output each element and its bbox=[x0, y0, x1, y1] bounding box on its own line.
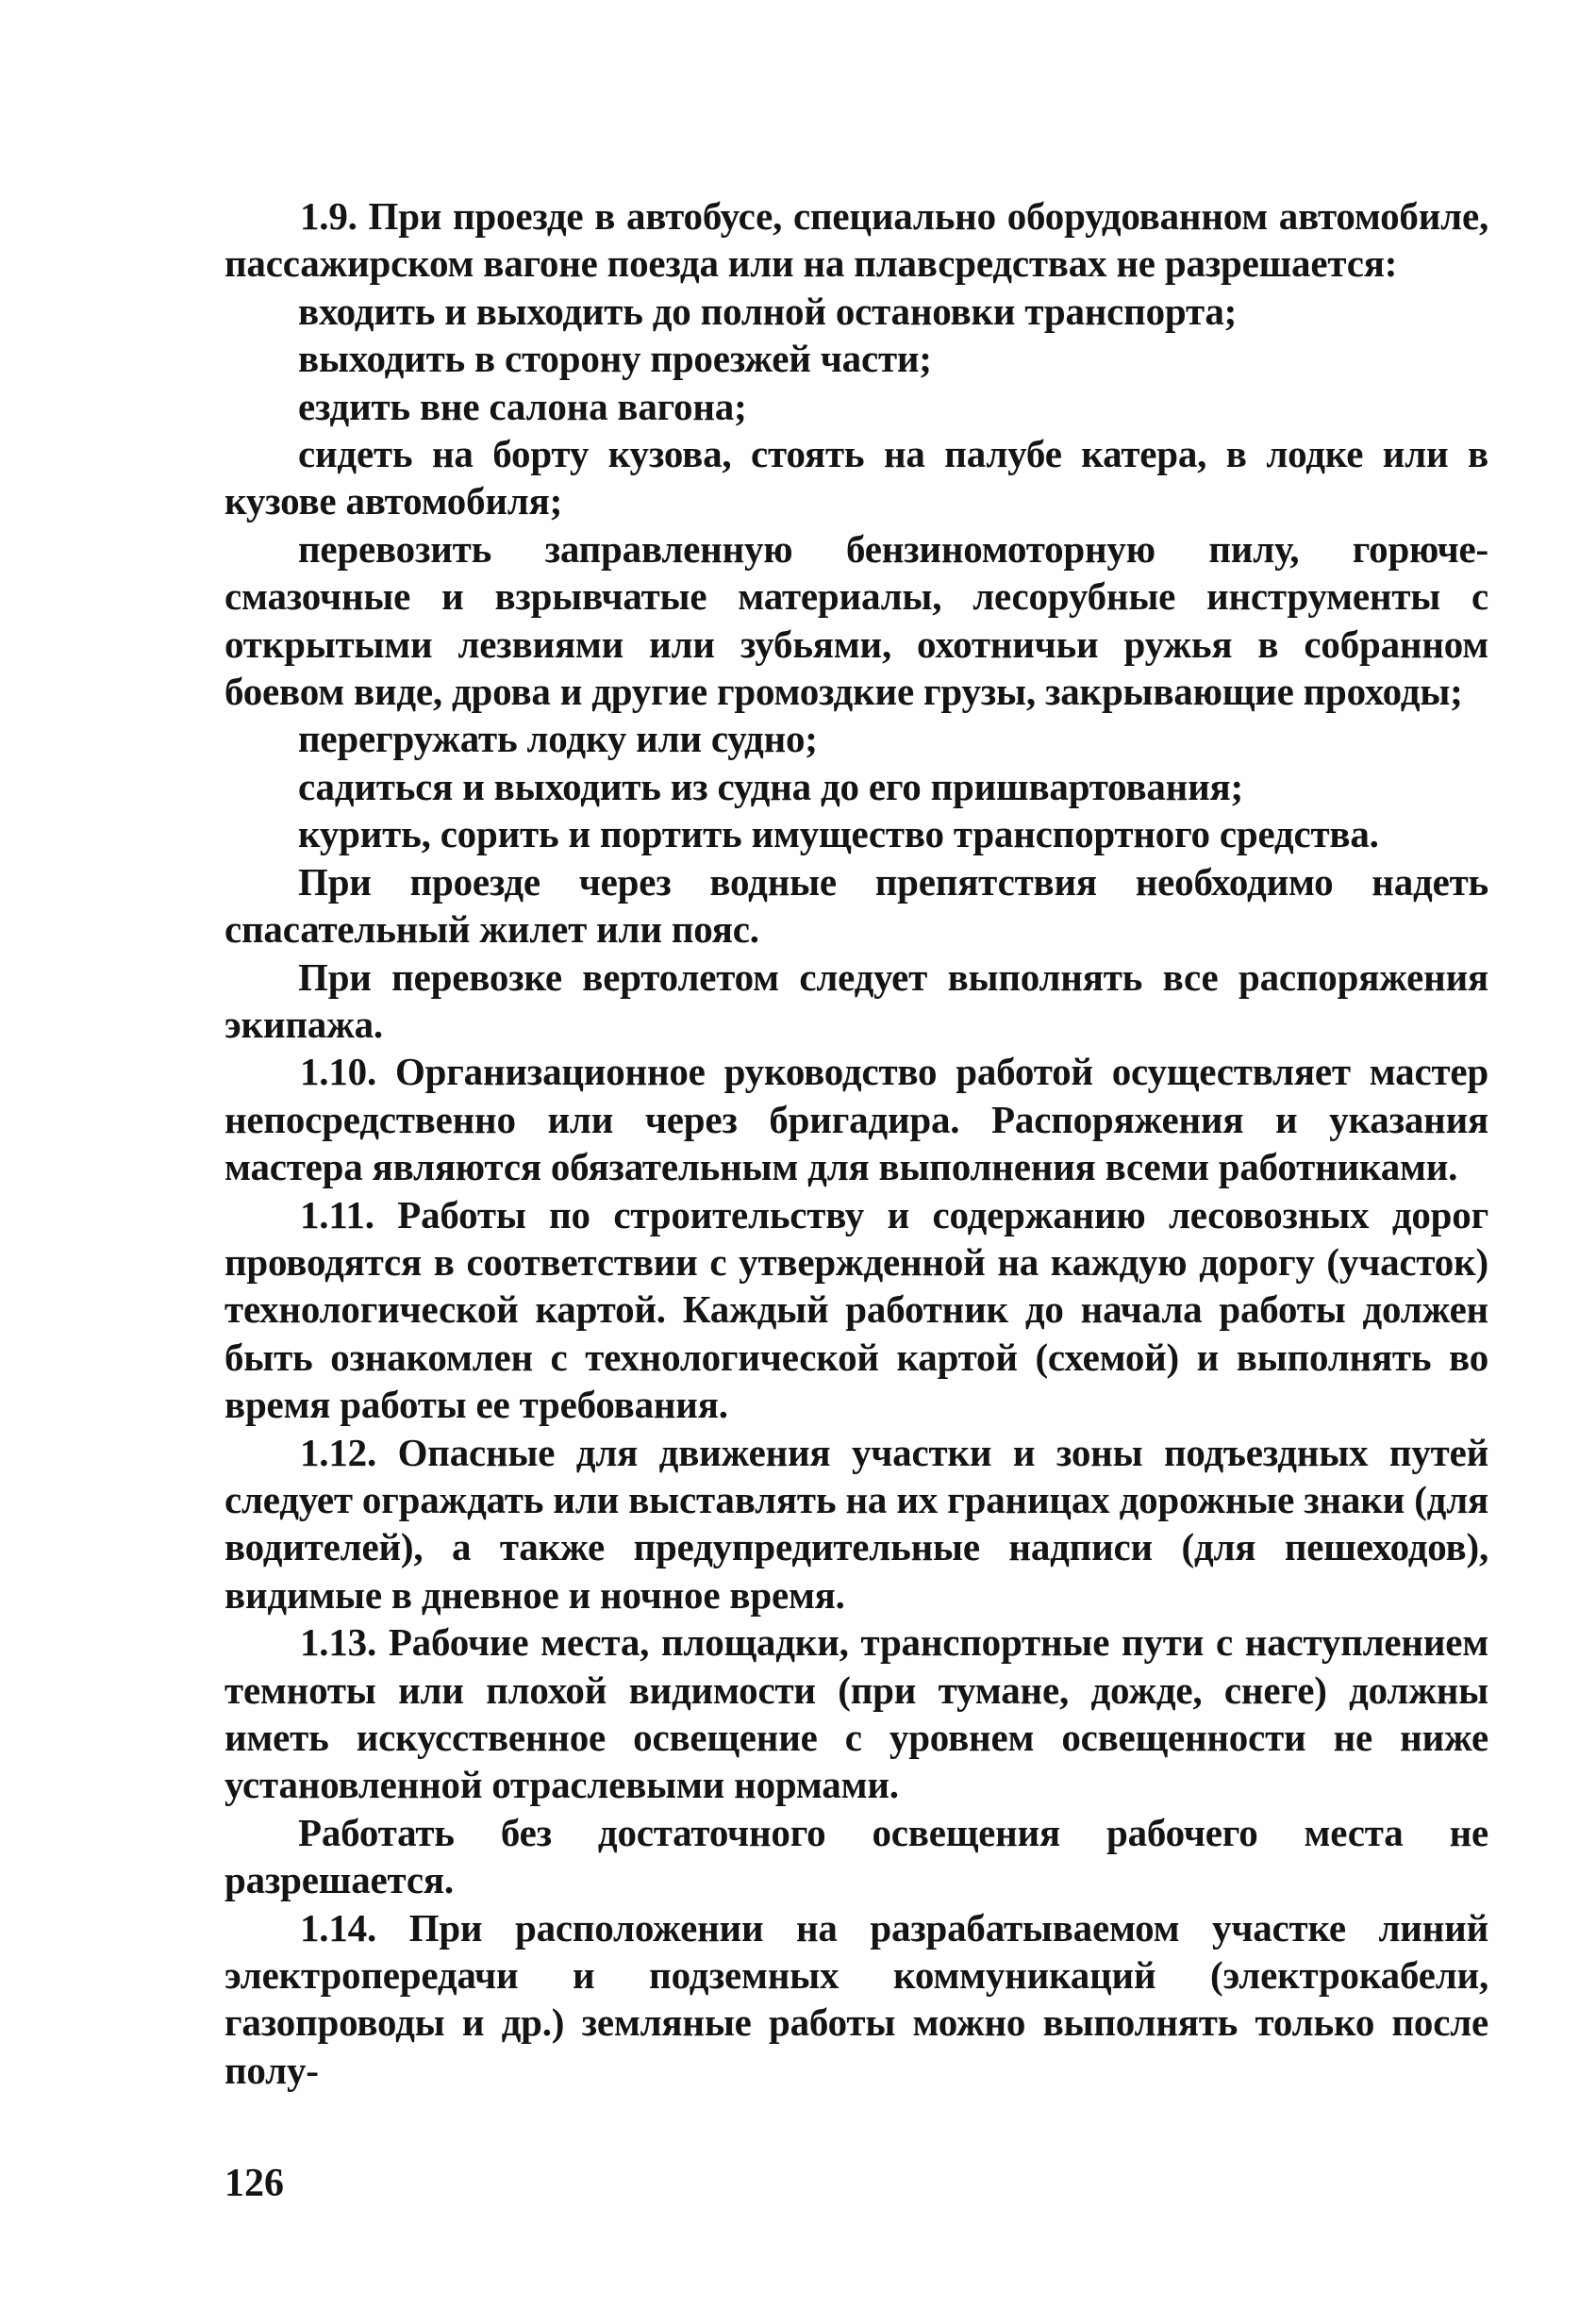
paragraph-1-12 bbox=[224, 1429, 1488, 1619]
section-number: 1.13. bbox=[300, 1620, 377, 1665]
list-item bbox=[224, 288, 1488, 335]
paragraph-text: садиться и выходить из судна до его пришвартования; bbox=[298, 764, 1243, 808]
paragraph-text: Организационное руководство работой осуществляет мастер непосредственно или через бригадира. Распоряжения и указания мастера являются обязательным для выполнения всеми работниками. bbox=[224, 1050, 1488, 1189]
list-item bbox=[224, 763, 1488, 810]
paragraph-text: входить и выходить до полной остановки транспорта; bbox=[298, 289, 1238, 333]
paragraph-text: курить, сорить и портить имущество транспортного средства. bbox=[298, 812, 1379, 856]
paragraph-text: Опасные для движения участки и зоны подъездных путей следует ограждать или выставлять на их границах дорожные знаки (для водителей), а также предупредительные надписи (для пешеходов), видимые в дневное и ночное время. bbox=[224, 1430, 1488, 1617]
section-number: 1.14. bbox=[300, 1905, 377, 1950]
list-item bbox=[224, 430, 1488, 525]
paragraph-text: сидеть на борту кузова, стоять на палубе катера, в лодке или в кузове автомобиля; bbox=[224, 432, 1488, 523]
paragraph-text: ездить вне салона вагона; bbox=[298, 384, 747, 428]
paragraph-text: Работать без достаточного освещения рабочего места не разрешается. bbox=[224, 1810, 1488, 1902]
paragraph-1-14 bbox=[224, 1904, 1488, 2095]
paragraph-text: Рабочие места, площадки, транспортные пути с наступлением темноты или плохой видимости (при тумане, дожде, снеге) должны иметь искусственное освещение с уровнем освещенности не ниже установленной отраслевыми нормами. bbox=[224, 1620, 1488, 1807]
paragraph-text: Работы по строительству и содержанию лесовозных дорог проводятся в соответствии с утвержденной на каждую дорогу (участок) технологической картой. Каждый работник до начала работы должен быть ознакомлен с технологической картой (схемой) и выполнять во время работы ее требования. bbox=[224, 1192, 1488, 1427]
paragraph-1-11 bbox=[224, 1191, 1488, 1429]
list-item bbox=[224, 810, 1488, 857]
paragraph bbox=[224, 858, 1488, 954]
list-item bbox=[224, 335, 1488, 382]
paragraph-text: При перевозке вертолетом следует выполнять все распоряжения экипажа. bbox=[224, 954, 1488, 1046]
paragraph-text: При расположении на разрабатываемом участке линий электропередачи и подземных коммуникаций (электрокабели, газопроводы и др.) земляные работы можно выполнять только после полу- bbox=[224, 1905, 1488, 2092]
paragraph-1-10 bbox=[224, 1048, 1488, 1190]
paragraph bbox=[224, 954, 1488, 1049]
paragraph-text: перегружать лодку или судно; bbox=[298, 717, 818, 761]
text-body bbox=[224, 192, 1488, 2094]
list-item bbox=[224, 525, 1488, 716]
paragraph-1-9 bbox=[224, 192, 1488, 288]
paragraph-1-13 bbox=[224, 1618, 1488, 1809]
paragraph bbox=[224, 1809, 1488, 1904]
list-item bbox=[224, 715, 1488, 762]
page-number: 126 bbox=[224, 2162, 284, 2205]
paragraph-text: При проезде в автобусе, специально оборудованном автомобиле, пассажирском вагоне поезда или на плавсредствах не разрешается: bbox=[224, 194, 1488, 286]
paragraph-text: При проезде через водные препятствия необходимо надеть спасательный жилет или пояс. bbox=[224, 859, 1488, 952]
section-number: 1.12. bbox=[300, 1430, 377, 1474]
list-item bbox=[224, 383, 1488, 430]
section-number: 1.9. bbox=[300, 194, 357, 238]
section-number: 1.10. bbox=[300, 1050, 377, 1094]
paragraph-text: выходить в сторону проезжей части; bbox=[298, 337, 932, 381]
section-number: 1.11. bbox=[300, 1192, 374, 1236]
paragraph-text: перевозить заправленную бензиномоторную пилу, горюче-смазочные и взрывчатые материалы, лесорубные инструменты с открытыми лезвиями или зубьями, охотничьи ружья в собранном боевом виде, дрова и другие громоздкие грузы, закрывающие проходы; bbox=[224, 526, 1488, 714]
